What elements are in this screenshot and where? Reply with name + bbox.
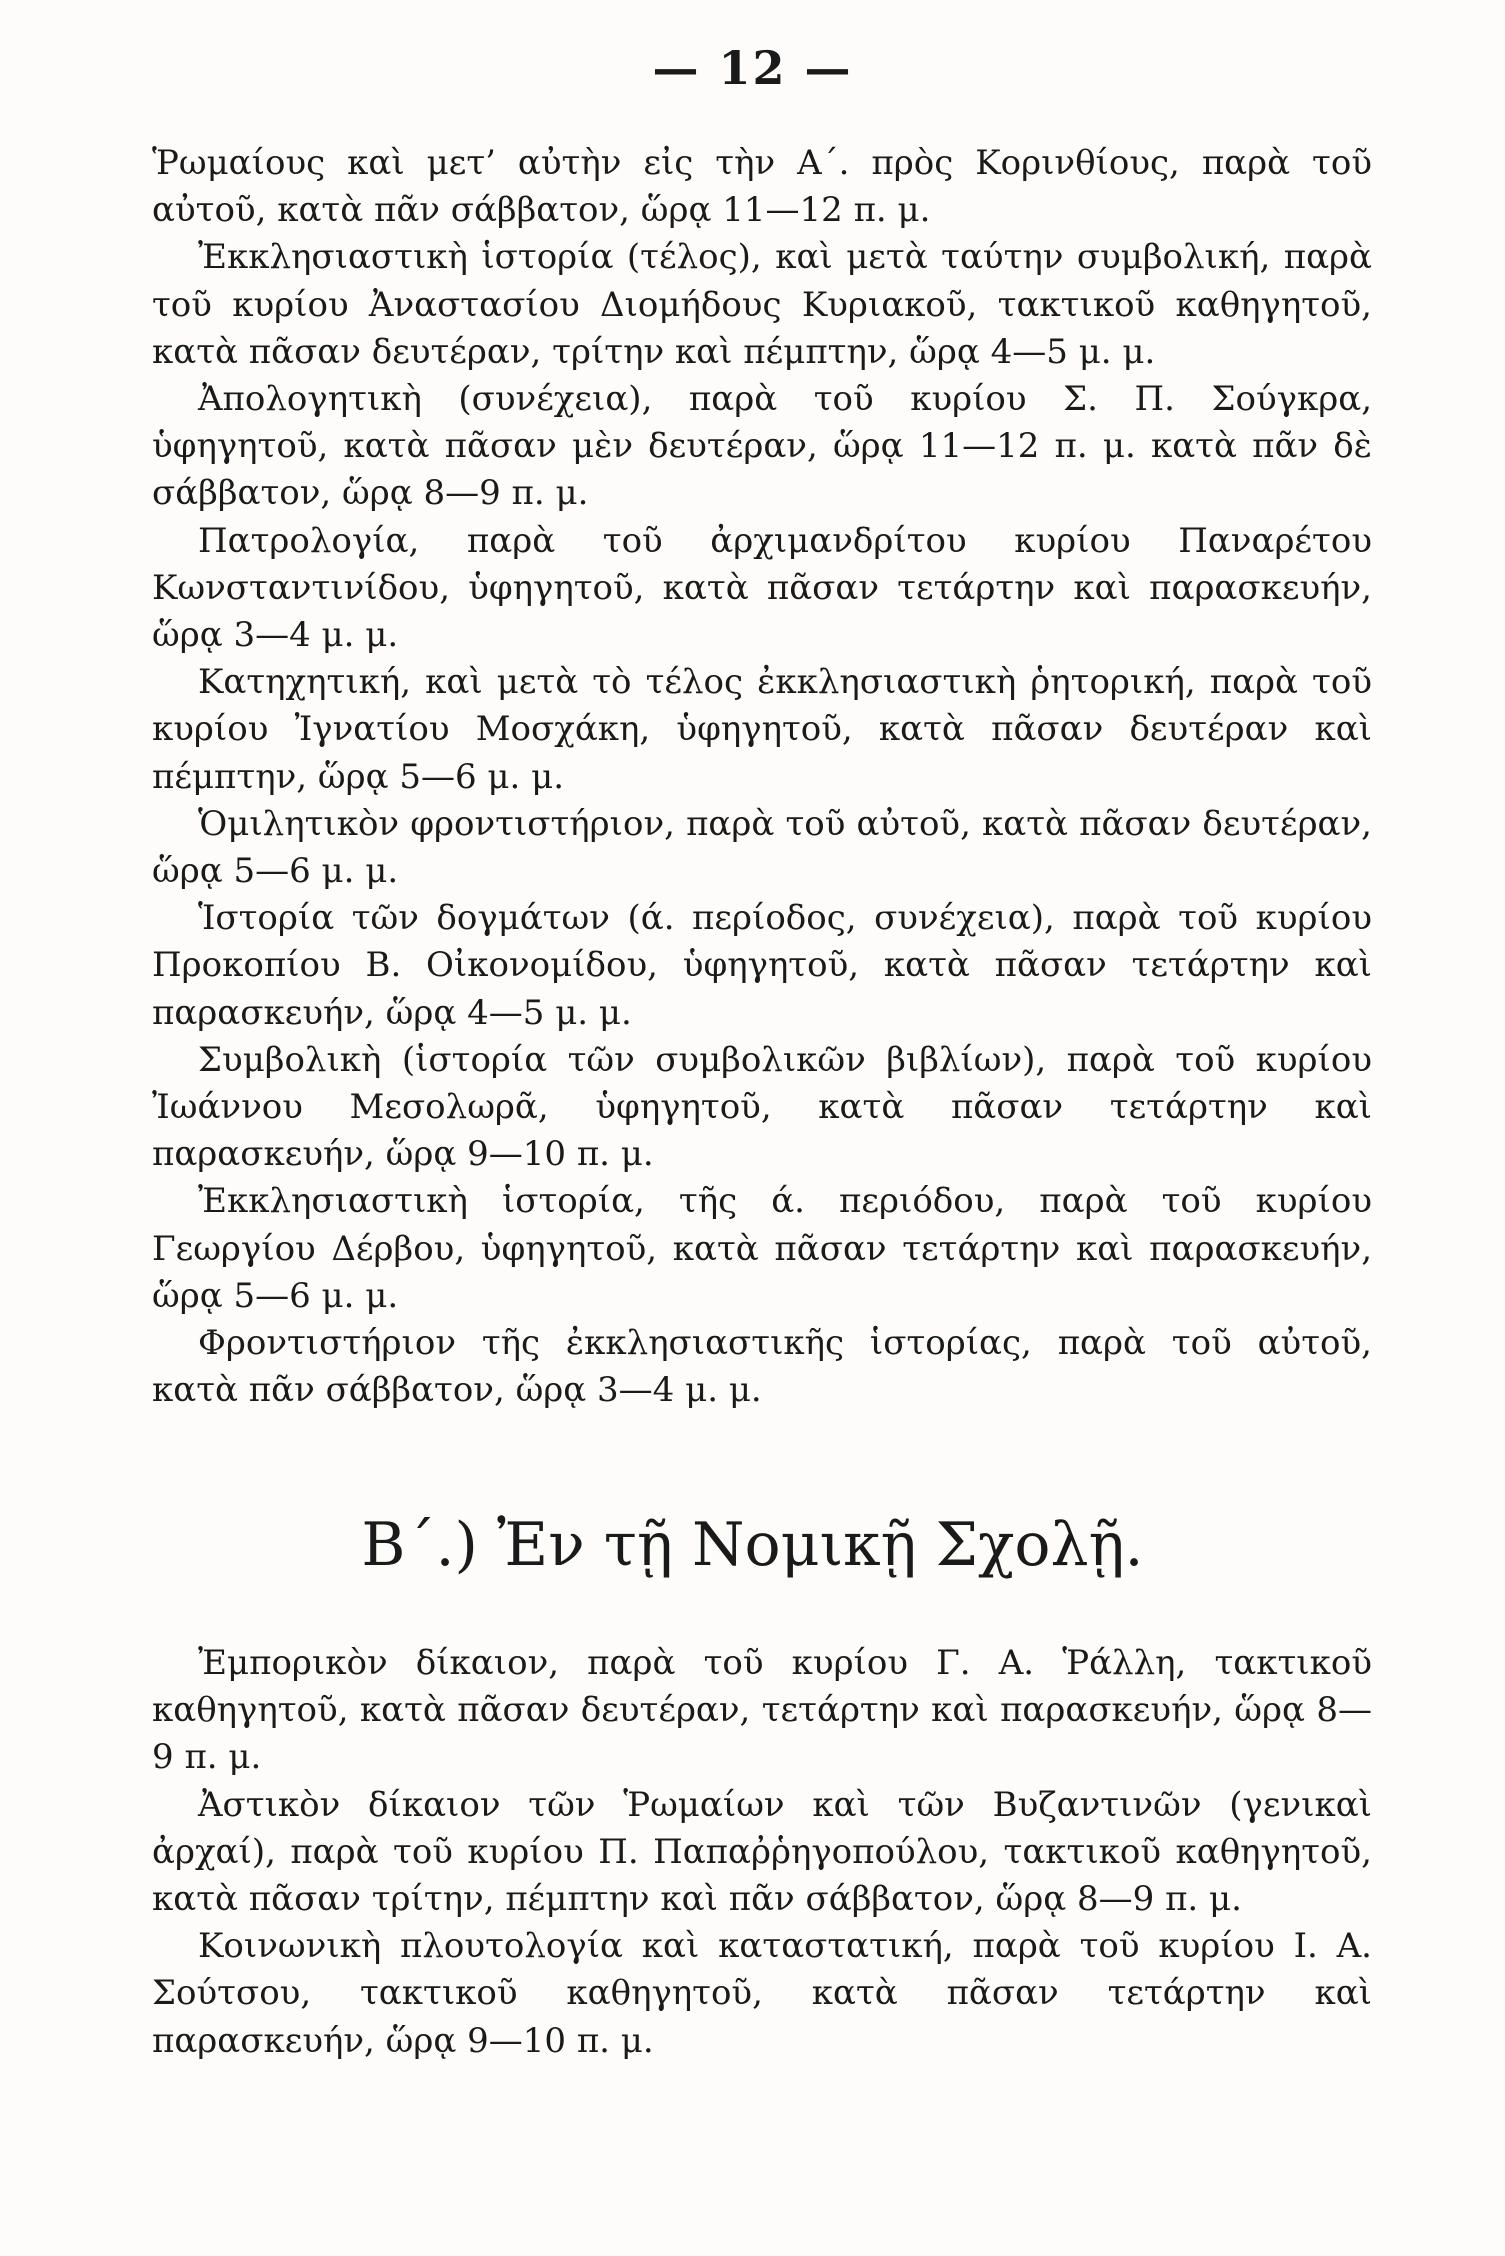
course-entry: Πατρολογία, παρὰ τοῦ ἀρχιμανδρίτου κυρίου Παναρέτου Κωνσταντινίδου, ὑφηγητοῦ, κατὰ πᾶσαν τετάρτην καὶ παρασκευήν, ὥρᾳ 3—4 μ. μ.: [152, 520, 1372, 656]
page-number: — 12 —: [652, 41, 853, 95]
course-entry: Κατηχητική, καὶ μετὰ τὸ τέλος ἐκκλησιαστικὴ ῥητορική, παρὰ τοῦ κυρίου Ἰγνατίου Μοσχάκη, ὑφηγητοῦ, κατὰ πᾶσαν δευτέραν καὶ πέμπτην, ὥρᾳ 5—6 μ. μ.: [152, 662, 1372, 797]
course-entry: Φροντιστήριον τῆς ἐκκλησιαστικῆς ἱστορίας, παρὰ τοῦ αὐτοῦ, κατὰ πᾶν σάββατον, ὥρᾳ 3—4 μ. μ.: [152, 1323, 1372, 1411]
theology-courses-list: [152, 140, 1372, 1414]
course-entry: Ὁμιλητικὸν φροντιστήριον, παρὰ τοῦ αὐτοῦ, κατὰ πᾶσαν δευτέραν, ὥρᾳ 5—6 μ. μ.: [152, 803, 1372, 892]
course-entry: Ἐκκλησιαστικὴ ἱστορία (τέλος), καὶ μετὰ ταύτην συμβολική, παρὰ τοῦ κυρίου Ἀναστασίου Διομήδους Κυριακοῦ, τακτικοῦ καθηγητοῦ, κατὰ πᾶσαν δευτέραν, τρίτην καὶ πέμπτην, ὥρᾳ 4—5 μ. μ.: [152, 237, 1372, 372]
course-entry: Ἐκκλησιαστικὴ ἱστορία, τῆς ά. περιόδου, παρὰ τοῦ κυρίου Γεωργίου Δέρβου, ὑφηγητοῦ, κατὰ πᾶσαν τετάρτην καὶ παρασκευήν, ὥρᾳ 5—6 μ. μ.: [152, 1181, 1372, 1316]
section-heading-law-school: Β΄.) Ἐν τῇ Νομικῇ Σχολῇ.: [361, 1510, 1144, 1580]
course-entry: Ἀπολογητικὴ (συνέχεια), παρὰ τοῦ κυρίου Σ. Π. Σούγκρα, ὑφηγητοῦ, κατὰ πᾶσαν μὲν δευτέραν, ὥρᾳ 11—12 π. μ. κατὰ πᾶν δὲ σάββατον, ὥρᾳ 8—9 π. μ.: [152, 379, 1372, 514]
course-entry: Κοινωνικὴ πλουτολογία καὶ καταστατική, παρὰ τοῦ κυρίου Ι. Α. Σούτσου, τακτικοῦ καθηγητοῦ, κατὰ πᾶσαν τετάρτην καὶ παρασκευήν, ὥρᾳ 9—10 π. μ.: [152, 1926, 1372, 2061]
course-entry: Συμβολικὴ (ἱστορία τῶν συμβολικῶν βιβλίων), παρὰ τοῦ κυρίου Ἰωάννου Μεσολωρᾶ, ὑφηγητοῦ, κατὰ πᾶσαν τετάρτην καὶ παρασκευήν, ὥρᾳ 9—10 π. μ.: [152, 1039, 1372, 1175]
law-courses-list: [152, 1640, 1372, 2065]
course-entry: Ἀστικὸν δίκαιον τῶν Ῥωμαίων καὶ τῶν Βυζαντινῶν (γενικαὶ ἀρχαί), παρὰ τοῦ κυρίου Π. Παπαῤῥηγοπούλου, τακτικοῦ καθηγητοῦ, κατὰ πᾶσαν τρίτην, πέμπτην καὶ πᾶν σάββατον, ὥρᾳ 8—9 π. μ.: [152, 1784, 1372, 1920]
course-entry: Ἐμπορικὸν δίκαιον, παρὰ τοῦ κυρίου Γ. Α. Ῥάλλη, τακτικοῦ καθηγητοῦ, κατὰ πᾶσαν δευτέραν, τετάρτην καὶ παρασκευήν, ὥρᾳ 8—9 π. μ.: [152, 1643, 1372, 1778]
course-entry: Ἱστορία τῶν δογμάτων (ά. περίοδος, συνέχεια), παρὰ τοῦ κυρίου Προκοπίου Β. Οἰκονομίδου, ὑφηγητοῦ, κατὰ πᾶσαν τετάρτην καὶ παρασκευήν, ὥρᾳ 4—5 μ. μ.: [152, 898, 1372, 1033]
course-entry: Ῥωμαίους καὶ μετ’ αὐτὴν εἰς τὴν Α΄. πρὸς Κορινθίους, παρὰ τοῦ αὐτοῦ, κατὰ πᾶν σάββατον, ὥρᾳ 11—12 π. μ.: [152, 143, 1372, 231]
